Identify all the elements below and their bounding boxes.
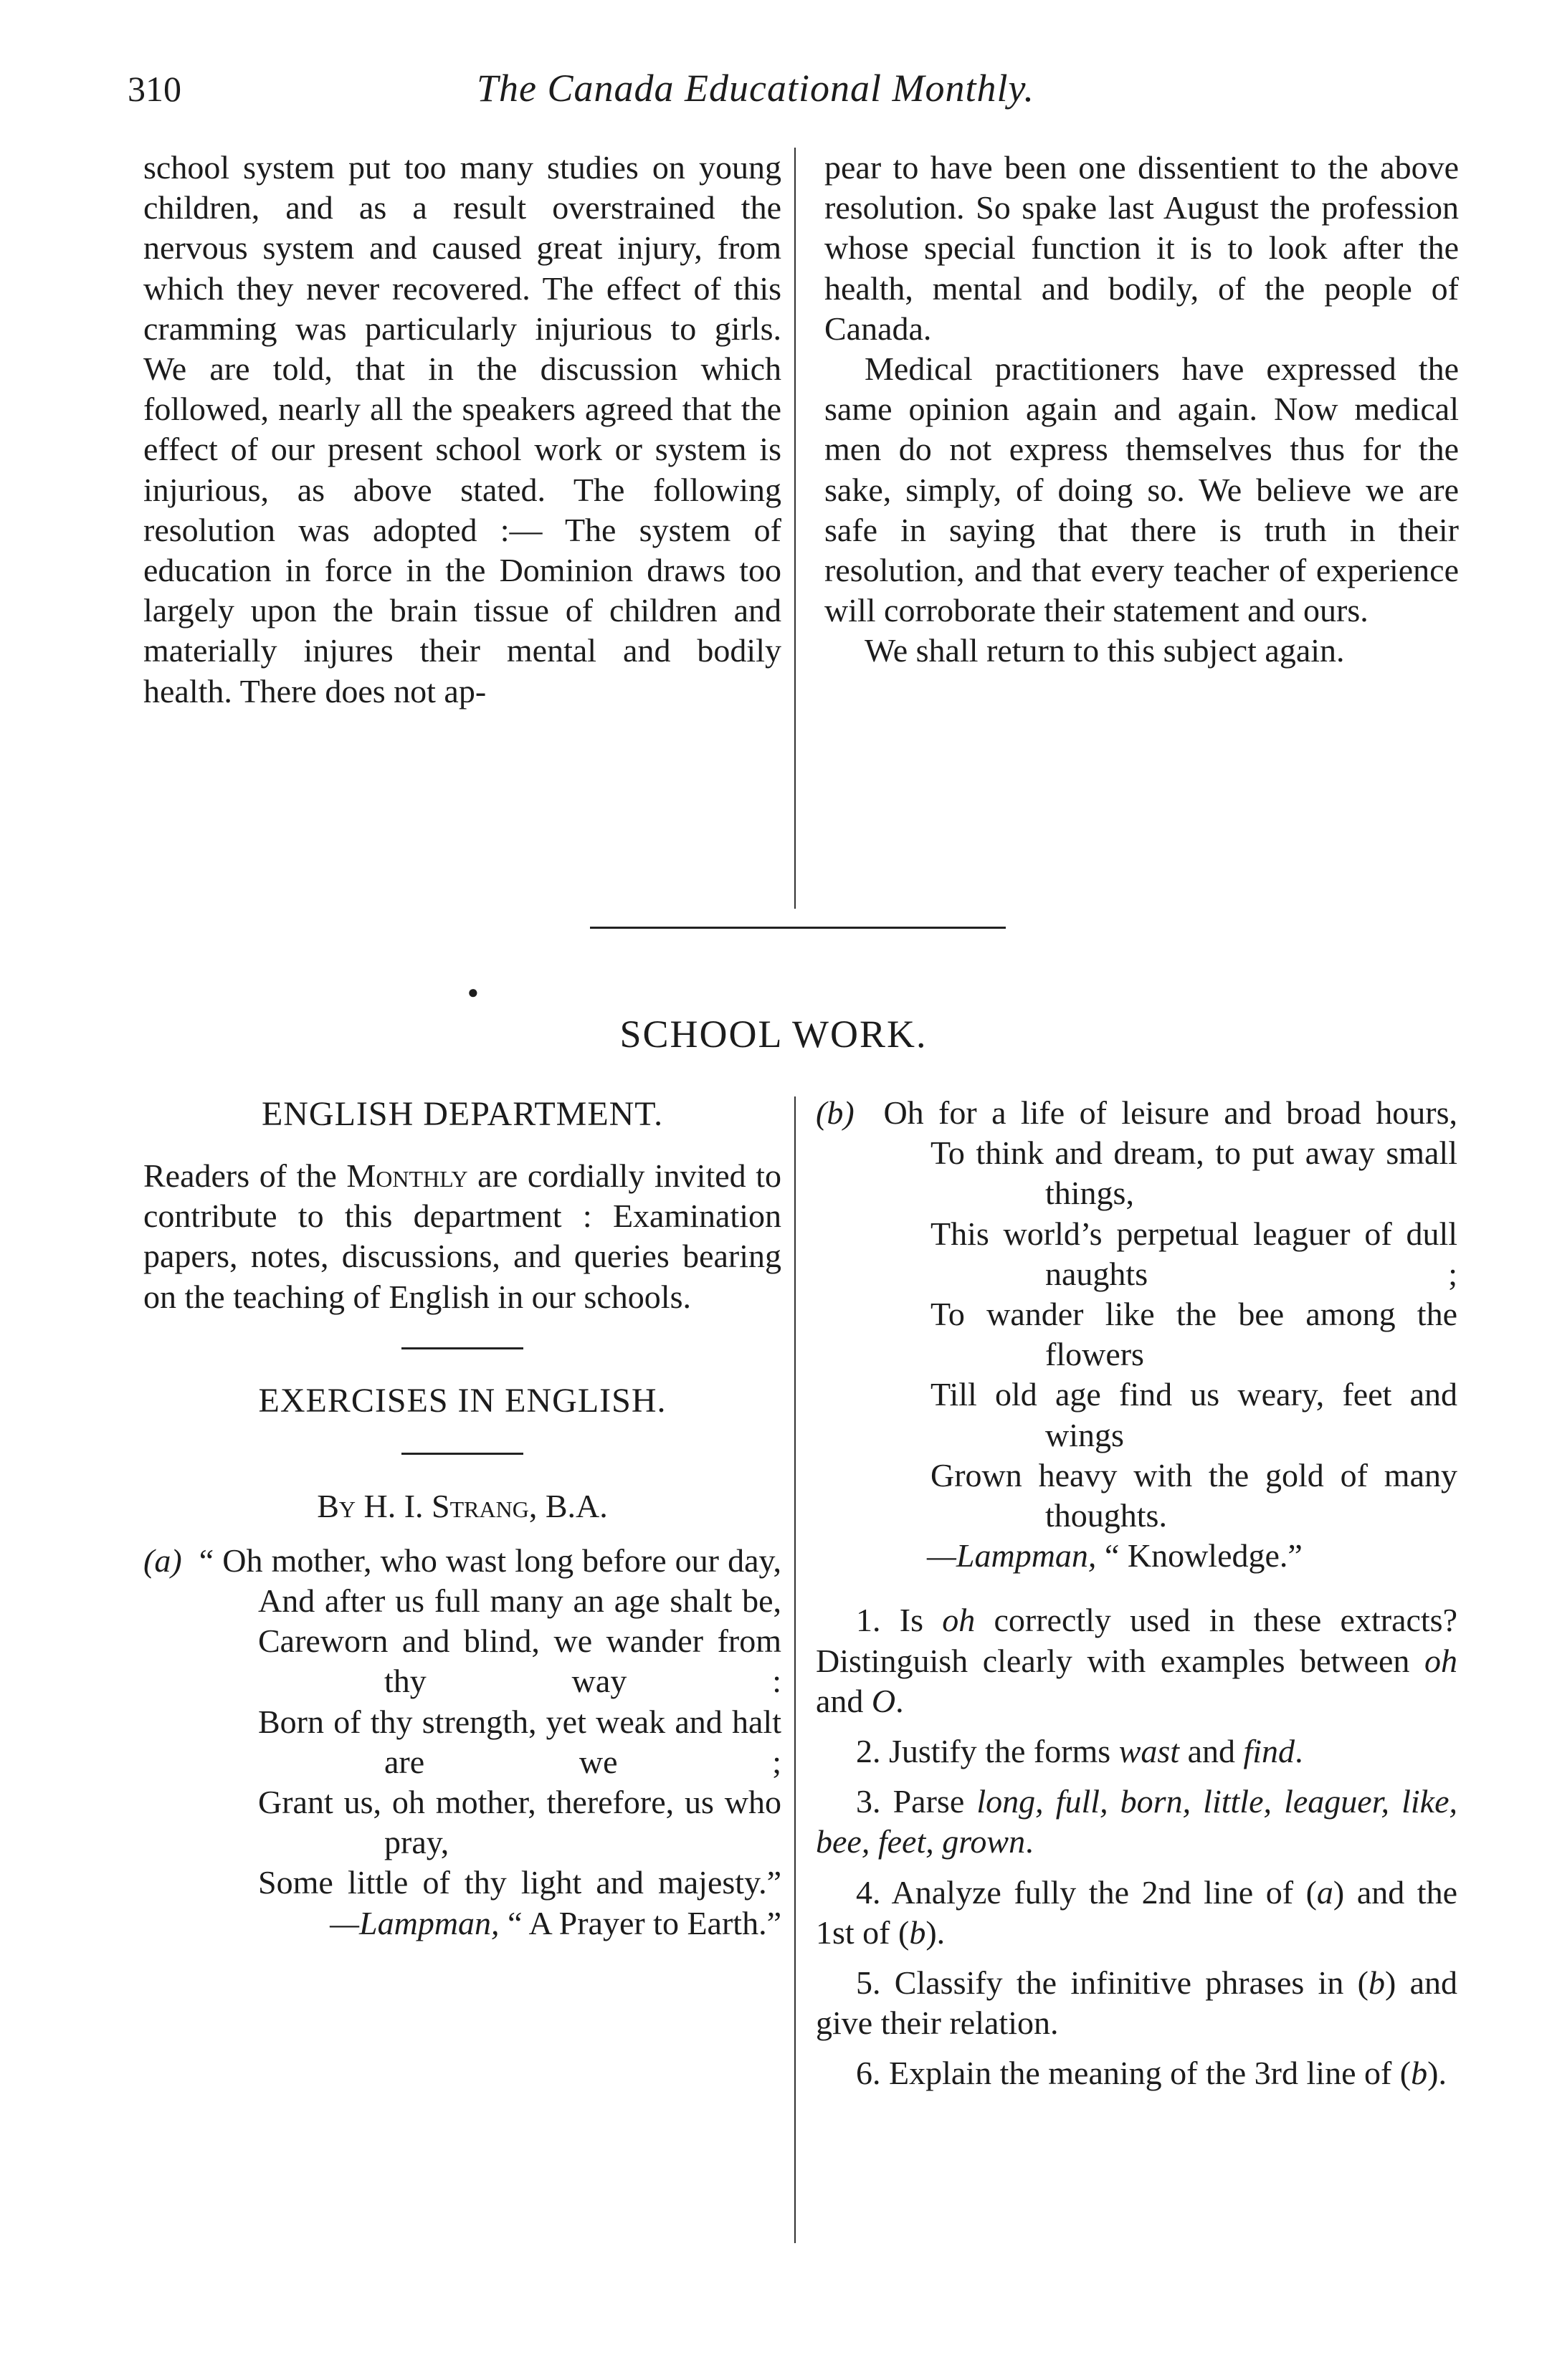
poem-a-line: [143, 1541, 781, 1581]
q-em: oh: [942, 1602, 976, 1639]
q-text: and: [1179, 1733, 1244, 1770]
running-title: The Canada Educational Monthly.: [477, 67, 1034, 110]
short-rule: [401, 1453, 523, 1455]
poem-a-marker: (a): [143, 1542, 182, 1579]
q-em: a: [1316, 1873, 1333, 1911]
q-em: b: [1368, 1964, 1385, 2002]
section-divider: [590, 927, 1006, 929]
poem-b-line: This world’s perpetual leaguer of dull naughts ;: [930, 1215, 1457, 1292]
q-em: oh: [1424, 1642, 1457, 1679]
q-text: ).: [1427, 2055, 1447, 2092]
ornament-dot: ●: [467, 982, 479, 1003]
poem-a-line: Some little of thy light and majesty.”: [258, 1864, 781, 1901]
q-text: 4. Analyze fully the 2nd line of (: [856, 1873, 1317, 1911]
poem-a-line: Careworn and blind, we wander from thy way :: [258, 1622, 781, 1700]
byline-prefix: By: [317, 1487, 356, 1524]
english-department-intro: [143, 1156, 781, 1317]
question-item: [816, 1782, 1457, 1862]
article-paragraph: We shall return to this subject again.: [865, 632, 1345, 669]
poem-b-line: [816, 1093, 1457, 1133]
poem-a-line: Born of thy strength, yet weak and halt are we ;: [258, 1703, 781, 1780]
q-text: correctly used in these extracts? Distinguish clearly with examples between: [816, 1602, 1457, 1679]
poem-a-line: And after us full many an age shalt be,: [258, 1582, 781, 1620]
q-text: 5. Classify the infinitive phrases in (: [856, 1964, 1368, 2002]
article-paragraph: school system put too many studies on young children, and as a result overstrained the nervous system and caused great injury, from which they never recovered. The effect of this cramming was particularly injurious to girls. We are told, that in the discussion which followed, nearly all the speakers agreed that the effect of our present school work or system is injurious, as above stated. The following resolution was adopted :— The system of education in force in the Dominion draws too largely upon the brain tissue of children and materially injures their mental and bodily health. There does not ap-: [143, 149, 781, 709]
section-title: SCHOOL WORK.: [619, 1013, 928, 1056]
q-text: .: [936, 1913, 946, 1951]
poem-b-attribution: [816, 1536, 1457, 1576]
poem-b-line: To wander like the bee among the flowers: [930, 1296, 1457, 1373]
q-text: ) and give their relation.: [816, 1964, 1457, 2042]
q-em: b: [1411, 2055, 1428, 2092]
q-em: b: [909, 1913, 926, 1951]
byline: [143, 1485, 781, 1528]
english-department-heading: ENGLISH DEPARTMENT.: [261, 1095, 664, 1133]
q-text: 2. Justify the forms: [856, 1733, 1119, 1770]
poem-b-marker: (b): [816, 1094, 855, 1131]
q-em: find: [1243, 1733, 1295, 1770]
q-text: and: [816, 1682, 872, 1719]
question-item: [816, 1600, 1457, 1721]
article-paragraph: pear to have been one dissentient to the above resolution. So spake last August the profession whose special function it is to look after the health, mental and bodily, of the people of Canada.: [824, 149, 1459, 347]
question-item: [816, 1873, 1457, 1953]
q-em: wast: [1118, 1733, 1180, 1770]
questions-list: [816, 1600, 1457, 2093]
poem-a-line: Grant us, oh mother, therefore, us who pray,: [258, 1784, 781, 1861]
q-em: long, full, born, little, leaguer, like, bee, feet, grown: [816, 1783, 1457, 1860]
attribution-title: “ Knowledge.”: [1096, 1537, 1303, 1574]
english-department-column: [143, 1093, 781, 1944]
article-right-column: [824, 148, 1459, 672]
page-number: 310: [128, 69, 181, 109]
question-item: [816, 1963, 1457, 2043]
intro-text-before: Readers of the: [143, 1157, 347, 1194]
q-text: 3. Parse: [856, 1783, 977, 1820]
q-em: O: [871, 1682, 896, 1719]
question-item: [816, 1731, 1457, 1772]
column-divider: [794, 148, 796, 909]
monthly-smallcaps: Monthly: [346, 1157, 468, 1194]
q-text: .: [1295, 1733, 1303, 1770]
q-text: .: [895, 1682, 904, 1719]
poem-b-text: Oh for a life of leisure and broad hours,: [883, 1094, 1457, 1131]
exercises-heading: EXERCISES IN ENGLISH.: [258, 1381, 667, 1420]
poem-b-line: Till old age find us weary, feet and wings: [930, 1376, 1457, 1453]
byline-suffix: , B.A.: [528, 1487, 608, 1524]
attribution-title: “ A Prayer to Earth.”: [499, 1904, 781, 1941]
poem-a-attribution: [143, 1903, 781, 1944]
article-paragraph: Medical practitioners have expressed the same opinion again and again. Now medical men do not express themselves thus for the sake, simply, of doing so. We believe we are safe in saying that there is truth in their resolution, and that every teacher of experience will corroborate their statement and ours.: [824, 350, 1459, 629]
poem-b: [816, 1093, 1457, 1576]
attribution-author: —Lampman,: [927, 1537, 1097, 1574]
poem-a: [143, 1541, 781, 1944]
q-text: 1. Is: [856, 1602, 943, 1639]
q-text: 6. Explain the meaning of the 3rd line of (: [856, 2055, 1412, 2092]
intro-text-after: are cordially invited to contribute to this department : Examination papers, notes, discussions, and queries bearing on the teaching of English in our schools.: [143, 1157, 781, 1315]
q-text: .: [1025, 1823, 1034, 1860]
short-rule: [401, 1347, 523, 1349]
q-text: ) and the 1st of (: [816, 1873, 1458, 1951]
column-divider: [794, 1096, 796, 2243]
byline-author: H. I. Strang: [363, 1487, 529, 1524]
poem-a-text: “ Oh mother, who wast long before our day,: [199, 1542, 781, 1579]
exercises-right-column: [816, 1093, 1457, 2094]
q-text: ): [925, 1913, 937, 1951]
poem-b-line: To think and dream, to put away small things,: [930, 1134, 1457, 1212]
poem-b-line: Grown heavy with the gold of many thoughts.: [930, 1456, 1457, 1534]
attribution-author: —Lampman,: [330, 1904, 500, 1941]
question-item: [816, 2053, 1457, 2093]
article-left-column: [143, 148, 781, 712]
